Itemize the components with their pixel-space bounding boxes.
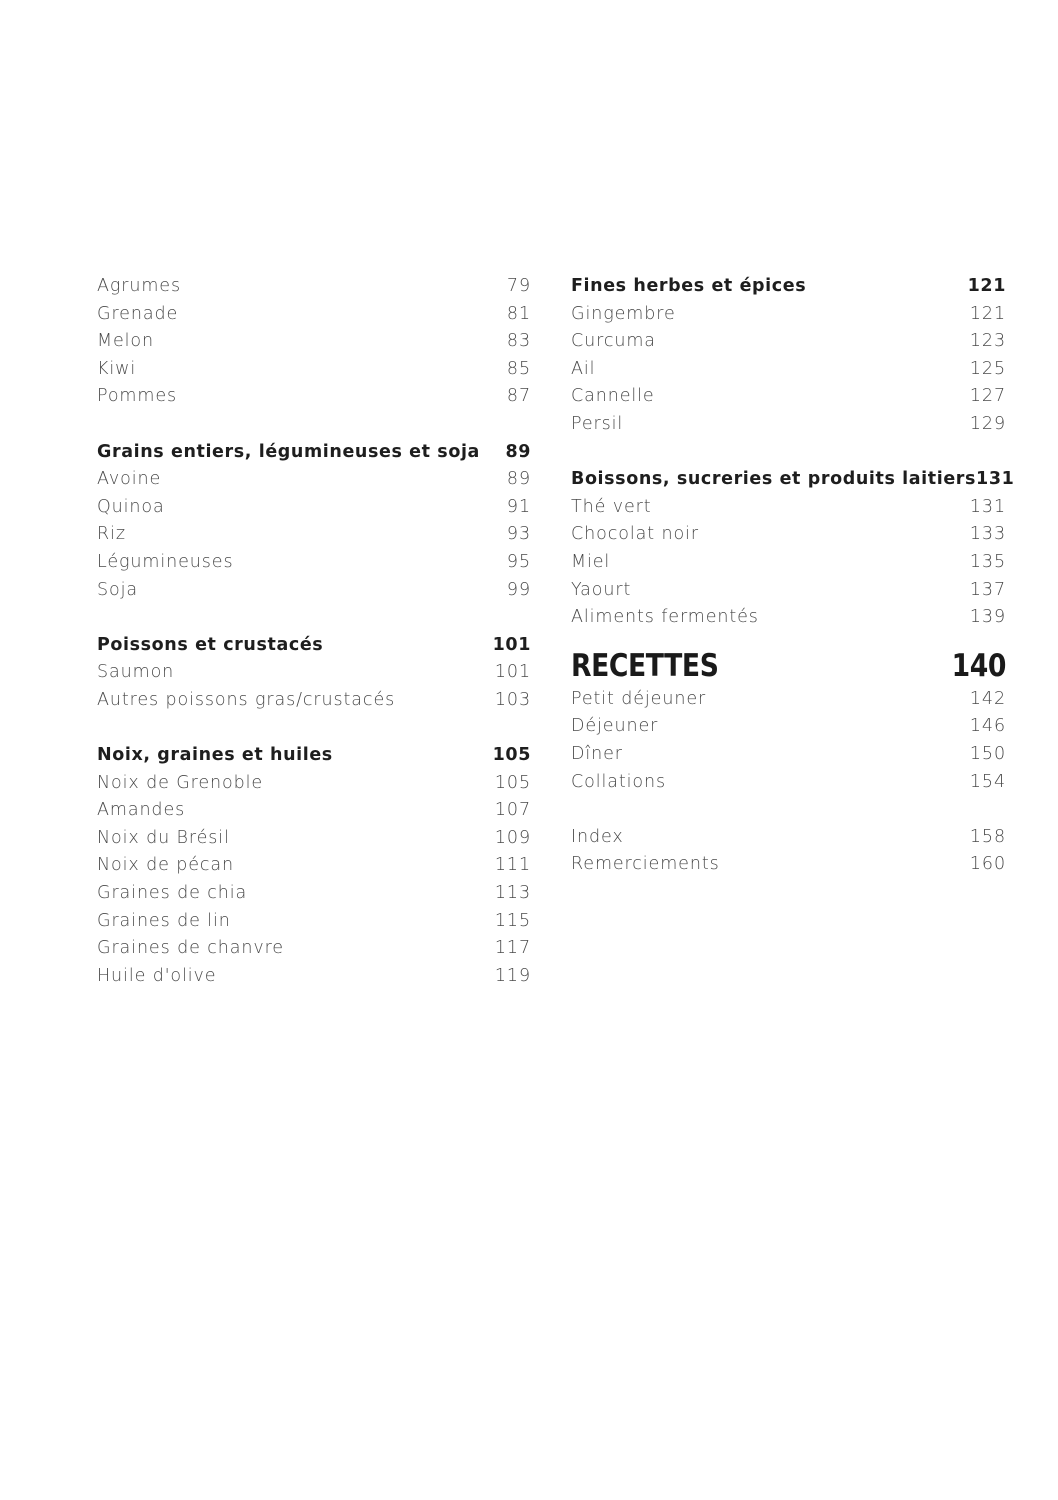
toc-entry-page: 135 xyxy=(969,551,1006,572)
toc-entry-page: 81 xyxy=(506,303,531,324)
toc-entry[interactable] xyxy=(571,356,1006,384)
toc-entry[interactable] xyxy=(97,549,531,577)
toc-section-heading-label: Grains entiers, légumineuses et soja xyxy=(97,441,480,462)
toc-entry-label: Yaourt xyxy=(571,579,632,600)
toc-entry[interactable] xyxy=(571,494,1006,522)
toc-entry[interactable] xyxy=(97,852,531,880)
toc-entry-label: Légumineuses xyxy=(97,551,234,572)
toc-entry-page: 115 xyxy=(494,910,531,931)
recettes-heading-page: 140 xyxy=(951,647,1006,684)
toc-entry[interactable] xyxy=(571,713,1006,741)
toc-entry-page: 127 xyxy=(969,386,1006,407)
toc-section-heading[interactable] xyxy=(571,273,1006,301)
toc-entry[interactable] xyxy=(97,383,531,411)
toc-entry-page: 101 xyxy=(494,662,531,683)
toc-entry-label: Thé vert xyxy=(571,496,652,517)
toc-entry[interactable] xyxy=(571,411,1006,439)
toc-entry-label: Miel xyxy=(571,551,611,572)
toc-entry-page: 113 xyxy=(494,883,531,904)
toc-entry-page: 158 xyxy=(969,826,1006,847)
toc-entry-page: 111 xyxy=(494,855,531,876)
toc-entry-label: Kiwi xyxy=(97,358,137,379)
toc-entry-label: Aliments fermentés xyxy=(571,607,759,628)
toc-entry-page: 131 xyxy=(969,496,1006,517)
toc-entry-remerciements[interactable] xyxy=(571,851,1006,879)
toc-entry[interactable] xyxy=(571,383,1006,411)
toc-entry[interactable] xyxy=(571,769,1006,797)
toc-section-heading-page: 101 xyxy=(492,634,531,655)
toc-entry-label: Gingembre xyxy=(571,303,676,324)
toc-entry-label: Melon xyxy=(97,331,155,352)
toc-entry[interactable] xyxy=(571,577,1006,605)
toc-entry-label: Persil xyxy=(571,413,624,434)
toc-entry-page: 109 xyxy=(494,827,531,848)
toc-entry-page: 87 xyxy=(506,386,531,407)
toc-entry-page: 160 xyxy=(969,854,1006,875)
toc-entry[interactable] xyxy=(97,963,531,991)
toc-entry-page: 123 xyxy=(969,331,1006,352)
toc-entry-page: 89 xyxy=(506,469,531,490)
section-spacer xyxy=(571,796,1006,824)
toc-entry-label: Huile d'olive xyxy=(97,965,217,986)
toc-entry[interactable] xyxy=(571,328,1006,356)
toc-entry-label: Déjeuner xyxy=(571,716,659,737)
toc-entry-label: Grenade xyxy=(97,303,179,324)
toc-entry[interactable] xyxy=(97,521,531,549)
toc-entry-label: Curcuma xyxy=(571,331,656,352)
toc-section-heading-label: Noix, graines et huiles xyxy=(97,745,333,766)
toc-entry[interactable] xyxy=(97,356,531,384)
toc-entry[interactable] xyxy=(571,301,1006,329)
toc-section-heading-page: 131 xyxy=(976,469,1015,490)
toc-entry[interactable] xyxy=(97,328,531,356)
toc-entry[interactable] xyxy=(97,577,531,605)
toc-entry[interactable] xyxy=(571,604,1006,632)
toc-entry-label: Pommes xyxy=(97,386,178,407)
toc-entry-label: Agrumes xyxy=(97,276,181,296)
toc-entry[interactable] xyxy=(97,908,531,936)
toc-entry-page: 154 xyxy=(969,771,1006,792)
toc-entry-page: 105 xyxy=(494,772,531,793)
toc-entry-label: Riz xyxy=(97,524,126,545)
toc-entry-label: Dîner xyxy=(571,743,623,764)
toc-entry[interactable] xyxy=(97,301,531,329)
toc-left-column xyxy=(97,273,531,990)
toc-entry-page: 133 xyxy=(969,524,1006,545)
toc-entry[interactable] xyxy=(97,466,531,494)
toc-entry-label: Ail xyxy=(571,358,596,379)
toc-entry-page: 119 xyxy=(494,965,531,986)
recettes-heading-label: RECETTES xyxy=(571,647,719,684)
toc-entry-page: 79 xyxy=(506,276,531,296)
toc-entry[interactable] xyxy=(97,687,531,715)
toc-section-heading-page: 121 xyxy=(967,276,1006,296)
toc-entry-label: Amandes xyxy=(97,800,186,821)
toc-entry[interactable] xyxy=(97,273,531,301)
toc-entry[interactable] xyxy=(571,741,1006,769)
toc-entry-label: Quinoa xyxy=(97,496,165,517)
toc-right-column xyxy=(571,273,1015,879)
toc-entry-label: Cannelle xyxy=(571,386,655,407)
toc-entry[interactable] xyxy=(571,549,1006,577)
toc-entry-label: Graines de chanvre xyxy=(97,938,284,959)
toc-entry-page: 125 xyxy=(969,358,1006,379)
toc-section-heading[interactable] xyxy=(571,466,1015,494)
toc-entry-page: 150 xyxy=(969,743,1006,764)
toc-entry-page: 83 xyxy=(506,331,531,352)
toc-entry[interactable] xyxy=(97,935,531,963)
toc-entry[interactable] xyxy=(97,494,531,522)
toc-section-heading-page: 89 xyxy=(505,441,531,462)
toc-entry-label: Noix de Grenoble xyxy=(97,772,264,793)
toc-section-heading[interactable] xyxy=(97,632,531,660)
toc-entry-label: Avoine xyxy=(97,469,162,490)
toc-section-heading-label: Boissons, sucreries et produits laitiers xyxy=(571,469,977,490)
toc-entry-label: Chocolat noir xyxy=(571,524,699,545)
toc-entry-page: 146 xyxy=(969,716,1006,737)
toc-section-heading-page: 105 xyxy=(492,745,531,766)
toc-entry[interactable] xyxy=(97,659,531,687)
toc-entry-page: 99 xyxy=(506,579,531,600)
toc-entry-label: Graines de lin xyxy=(97,910,231,931)
toc-entry-label: Noix du Brésil xyxy=(97,827,230,848)
toc-section-heading[interactable] xyxy=(97,439,531,467)
section-spacer xyxy=(97,604,531,632)
toc-entry-page: 129 xyxy=(969,413,1006,434)
toc-entry-index[interactable] xyxy=(571,824,1006,852)
toc-entry[interactable] xyxy=(97,825,531,853)
toc-entry-label: Graines de chia xyxy=(97,883,248,904)
section-spacer xyxy=(97,715,531,743)
toc-entry-page: 117 xyxy=(494,938,531,959)
toc-entry-page: 85 xyxy=(506,358,531,379)
toc-section-heading[interactable] xyxy=(97,742,531,770)
toc-entry[interactable] xyxy=(571,521,1006,549)
toc-entry-label: Saumon xyxy=(97,662,175,683)
toc-entry-page: 137 xyxy=(969,579,1006,600)
section-spacer xyxy=(571,439,1006,467)
toc-entry-page: 95 xyxy=(506,551,531,572)
toc-entry-label: Collations xyxy=(571,771,667,792)
section-spacer xyxy=(97,411,531,439)
toc-entry[interactable] xyxy=(97,880,531,908)
toc-entry-label: Remerciements xyxy=(571,854,720,875)
toc-entry-label: Petit déjeuner xyxy=(571,688,707,709)
toc-entry-label: Noix de pécan xyxy=(97,855,235,876)
toc-entry-label: Autres poissons gras/crustacés xyxy=(97,689,396,710)
toc-entry-page: 103 xyxy=(494,689,531,710)
toc-entry-label: Soja xyxy=(97,579,139,600)
toc-entry-label: Index xyxy=(571,826,624,847)
toc-section-heading-label: Fines herbes et épices xyxy=(571,276,807,296)
toc-entry-page: 139 xyxy=(969,607,1006,628)
toc-entry[interactable] xyxy=(97,797,531,825)
toc-entry-page: 93 xyxy=(506,524,531,545)
toc-section-heading-label: Poissons et crustacés xyxy=(97,634,324,655)
toc-entry-page: 142 xyxy=(969,688,1006,709)
toc-entry-page: 91 xyxy=(506,496,531,517)
toc-entry-page: 107 xyxy=(494,800,531,821)
recettes-heading[interactable] xyxy=(571,640,1006,692)
toc-entry-page: 121 xyxy=(969,303,1006,324)
toc-entry[interactable] xyxy=(97,770,531,798)
